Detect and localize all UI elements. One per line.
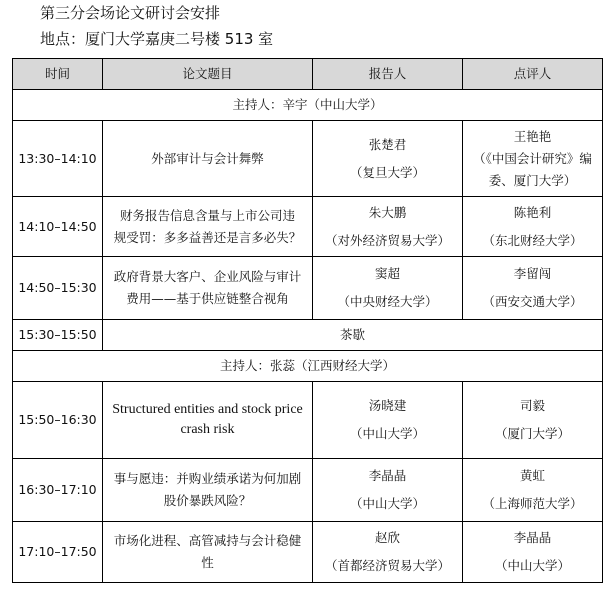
time-cell: 17:10–17:50 [13,522,103,583]
paper-title-line: 性 [201,555,214,570]
paper-title-line: 政府背景大客户、企业风险与审计 [113,269,302,284]
paper-title-line: 财务报告信息含量与上市公司违 [119,207,295,223]
paper-title-line: 市场化进程、高管减持与会计稳健 [113,533,302,548]
paper-title-line: 规受罚：多多益善还是言多必失？ [113,229,302,245]
table-row [13,257,603,320]
paper-title-line: crash risk [180,422,235,437]
paper-title-line: 费用——基于供应链整合视角 [126,291,289,306]
table-row [13,121,603,197]
discussant-affiliation: （《中国会计研究》编 [473,150,592,166]
table-row [13,459,603,522]
time-cell: 15:30–15:50 [13,320,103,351]
tea-break-row [13,320,603,351]
reporter-name: 李晶晶 [368,468,407,483]
reporter-name: 张楚君 [368,136,407,152]
time-cell: 14:50–15:30 [13,257,103,320]
discussant-cell [463,459,603,522]
paper-title [103,522,313,583]
time-cell: 14:10–14:50 [13,197,103,257]
session-host: 主持人：辛宇（中山大学） [13,90,603,121]
discussant-cell [463,522,603,583]
paper-title [103,459,313,522]
schedule-table [12,58,603,583]
time-cell: 13:30–14:10 [13,121,103,197]
reporter-affiliation: （复旦大学） [349,164,425,180]
tea-break-label: 茶歇 [103,320,603,351]
session-host: 主持人：张蕊（江西财经大学） [13,351,603,382]
page-title: 第三分会场论文研讨会安排 [40,4,221,22]
header-reporter: 报告人 [313,59,463,90]
paper-title-line: Structured entities and stock price [112,402,303,417]
discussant-affiliation: （西安交通大学） [482,294,583,309]
reporter-affiliation: （对外经济贸易大学） [324,232,450,248]
paper-title [103,257,313,320]
paper-title-line: 事与愿违：并购业绩承诺为何加剧 [113,471,302,486]
discussant-affiliation: （东北财经大学） [482,232,583,248]
discussant-name: 司毅 [519,398,545,413]
discussant-affiliation: （上海师范大学） [482,496,583,511]
discussant-name: 黄虹 [519,468,545,483]
paper-title-line: 股价暴跌风险？ [163,493,252,508]
venue-line: 地点：厦门大学嘉庚二号楼 513 室 [40,30,274,48]
table-row [13,382,603,459]
discussant-cell [463,382,603,459]
reporter-name: 赵欣 [374,530,400,545]
discussant-name: 王艳艳 [513,128,552,144]
reporter-affiliation: （中山大学） [349,426,425,441]
time-cell: 15:50–16:30 [13,382,103,459]
session-host-row [13,351,603,382]
discussant-cell [463,257,603,320]
header-paper: 论文题目 [103,59,313,90]
table-row [13,197,603,257]
reporter-affiliation: （中山大学） [349,496,425,511]
reporter-affiliation: （首都经济贸易大学） [324,558,450,573]
reporter-cell [313,257,463,320]
reporter-cell [313,382,463,459]
session-host-row [13,90,603,121]
discussant-name: 李留闯 [513,266,552,281]
discussant-cell [463,121,603,197]
reporter-cell [313,197,463,257]
paper-title [103,382,313,459]
time-cell: 16:30–17:10 [13,459,103,522]
reporter-cell [313,459,463,522]
paper-title: 外部审计与会计舞弊 [103,121,313,197]
reporter-cell [313,522,463,583]
discussant-cell [463,197,603,257]
table-header-row [13,59,603,90]
discussant-name: 陈艳利 [513,204,552,220]
paper-title [103,197,313,257]
header-discussant: 点评人 [463,59,603,90]
table-row [13,522,603,583]
discussant-affiliation: 委、厦门大学） [488,172,577,188]
header-time: 时间 [13,59,103,90]
discussant-affiliation: （中山大学） [494,558,570,573]
reporter-cell [313,121,463,197]
reporter-name: 朱大鹏 [368,204,407,220]
reporter-affiliation: （中央财经大学） [337,294,438,309]
discussant-name: 李晶晶 [513,530,552,545]
reporter-name: 窦超 [374,266,400,281]
discussant-affiliation: （厦门大学） [494,426,570,441]
reporter-name: 汤晓建 [368,398,407,413]
